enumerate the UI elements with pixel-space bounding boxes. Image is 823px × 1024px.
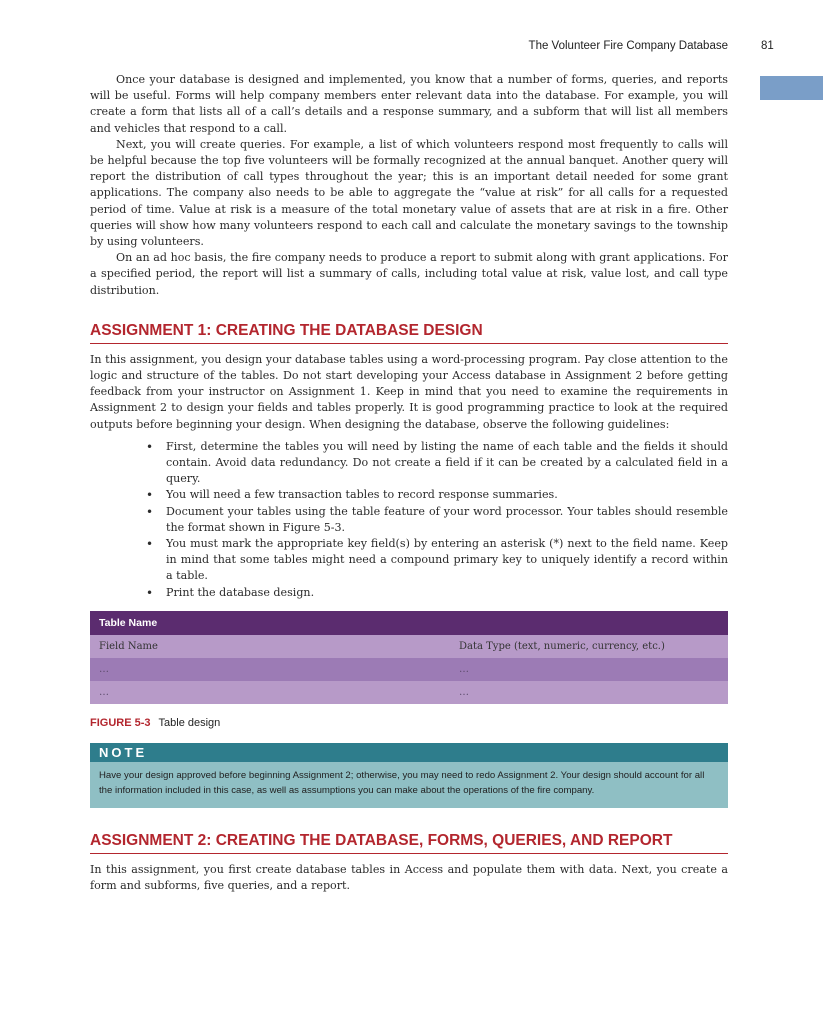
list-item: • You must mark the appropriate key field(s) by entering an asterisk (*) next to the field name. Keep in mind that some tables might need a compound primary key to uniquely identify a record within a table. xyxy=(146,537,728,583)
page-number: 81 xyxy=(761,40,774,52)
table-cell: … xyxy=(459,686,469,698)
assignment2-heading: ASSIGNMENT 2: CREATING THE DATABASE, FORMS, QUERIES, AND REPORT xyxy=(90,832,728,854)
figure-label: FIGURE 5-3 xyxy=(90,716,151,729)
list-item: • First, determine the tables you will need by listing the name of each table and the fields it should contain. Avoid data redundancy. Do not create a field if it can be created by a calculated field in a query. xyxy=(146,439,728,486)
table-row xyxy=(90,658,728,681)
page-content xyxy=(90,72,728,894)
figure-caption xyxy=(90,717,728,729)
intro-paragraph: Once your database is designed and implemented, you know that a number of forms, queries, and reports will be useful. Forms will help company members enter relevant data into the database. For example, you will create a form that lists all of a call’s details and a response summary, and a subform that will list all members and vehicles that respond to a call. xyxy=(90,73,728,135)
figure-caption-text: Table design xyxy=(158,716,221,729)
assignment1-heading: ASSIGNMENT 1: CREATING THE DATABASE DESIGN xyxy=(90,322,728,344)
list-item: • Print the database design. xyxy=(146,585,315,600)
table-row xyxy=(90,635,728,658)
table-cell: Field Name xyxy=(99,640,158,652)
note-text: Have your design approved before beginning Assignment 2; otherwise, you may need to redo Assignment 2. Your design should account for all the information included in this case, as well as assumptions you can make about the operations of the fire company. xyxy=(90,762,728,808)
table-header-row: Table Name xyxy=(90,611,728,635)
side-thumb-tab xyxy=(760,76,823,100)
intro-paragraph: On an ad hoc basis, the fire company needs to produce a report to submit along with grant applications. For a specified period, the report will list a summary of calls, including total value at risk, value lost, and call type distribution. xyxy=(90,251,728,297)
assignment1-paragraph: In this assignment, you design your database tables using a word-processing program. Pay close attention to the logic and structure of the tables. Do not start developing your Access database in Assignment 2 before getting feedback from your instructor on Assignment 1. Keep in mind that you need to examine the requirements in Assignment 2 to design your fields and tables properly. It is good programming practice to look at the required outputs before beginning your design. When designing the database, observe the following guidelines: xyxy=(90,352,728,431)
running-header xyxy=(0,38,823,58)
running-title: The Volunteer Fire Company Database xyxy=(528,40,728,52)
table-cell: … xyxy=(99,686,109,698)
note-title: NOTE xyxy=(90,743,728,762)
list-item: • You will need a few transaction tables to record response summaries. xyxy=(146,488,558,503)
list-item: • Document your tables using the table feature of your word processor. Your tables should resemble the format shown in Figure 5-3. xyxy=(146,504,728,534)
table-cell: … xyxy=(459,663,469,675)
intro-paragraph: Next, you will create queries. For example, a list of which volunteers respond most frequently to calls will be helpful because the top five volunteers will be formally recognized at the annual banquet. Another query will report the distribution of call types throughout the year; this is an important detail needed for some grant applications. The company also needs to be able to aggregate the “value at risk” for all calls for a requested period of time. Value at risk is a measure of the total monetary value of assets that are at risk in a fire. Other queries will show how many volunteers respond to each call and calculate the monetary savings to the township by using volunteers. xyxy=(90,137,728,249)
table-design-figure xyxy=(90,611,728,704)
table-row xyxy=(90,681,728,704)
assignment2-paragraph: In this assignment, you first create database tables in Access and populate them with data. Next, you create a form and subforms, five queries, and a report. xyxy=(90,862,728,893)
table-cell: … xyxy=(99,663,109,675)
table-cell: Data Type (text, numeric, currency, etc.) xyxy=(459,640,665,652)
guidelines-list xyxy=(90,439,728,601)
note-box xyxy=(90,743,728,808)
